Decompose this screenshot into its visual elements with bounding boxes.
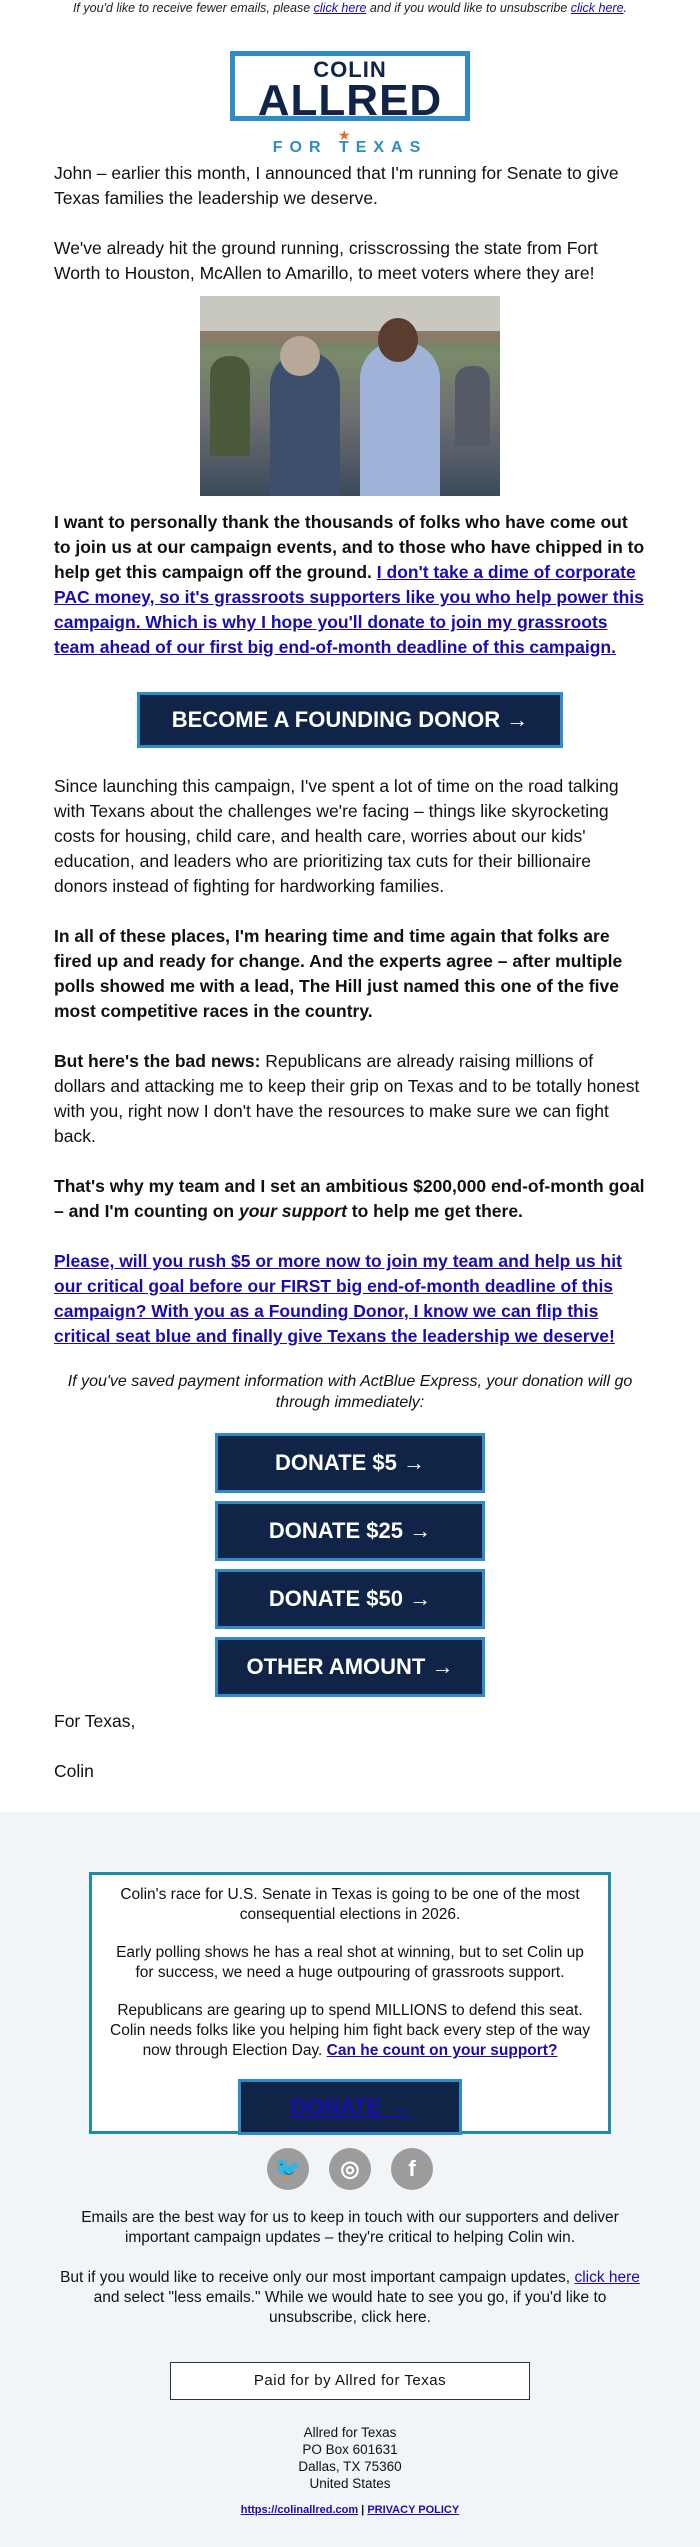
- address-line: Allred for Texas: [303, 2425, 397, 2440]
- paragraph-fired-up: In all of these places, I'm hearing time and time again that folks are fired up and ready for change. And the experts agree – after multiple polls showed me with a lead, The Hill just named this one of the five most competitive races in the country.: [54, 926, 623, 1021]
- footer-appeal-p1: Colin's race for U.S. Senate in Texas is going to be one of the most consequential elections in 2026.: [120, 1886, 580, 1923]
- rush-donate-link[interactable]: Please, will you rush $5 or more now to join my team and help us hit our critical goal before our FIRST big end-of-month deadline of this campaign? With you as a Founding Donor, I know we can flip this critical seat blue and finally give Texans the leadership we deserve!: [54, 1251, 622, 1346]
- paragraph-road: We've already hit the ground running, crisscrossing the state from Fort Worth to Houston, McAllen to Amarillo, to meet voters where they are!: [54, 238, 598, 283]
- paragraph-thanks: [54, 510, 646, 660]
- logo-box: [230, 51, 470, 125]
- photo-background-person: [210, 356, 250, 456]
- photo-background-person: [455, 366, 490, 446]
- link-separator: |: [358, 2504, 368, 2516]
- donate-25-button[interactable]: DONATE $25 →: [215, 1501, 485, 1561]
- fewer-emails-link[interactable]: click here: [313, 1, 367, 15]
- donate-50-button[interactable]: DONATE $50 →: [215, 1569, 485, 1629]
- photo-sky: [200, 296, 500, 336]
- signoff-for-texas: For Texas,: [54, 1711, 136, 1731]
- footer-appeal-box: [89, 1872, 611, 2134]
- unsubscribe-link[interactable]: click here: [570, 1, 624, 15]
- footer-appeal-p2: Early polling shows he has a real shot at winning, but to set Colin up for success, we need a huge outpouring of grassroots support.: [116, 1944, 584, 1981]
- footer-appeal-p3-text: Republicans are gearing up to spend MILLIONS to defend this seat. Colin needs folks like you helping him fight back every step of the way now through Election Day.: [110, 2002, 590, 2059]
- unsubscribe-bar: [0, 0, 700, 21]
- address-line: Dallas, TX 75360: [298, 2459, 402, 2474]
- less-emails-text-a: But if you would like to receive only our most important campaign updates,: [60, 2269, 575, 2286]
- mailing-address: [0, 2424, 700, 2492]
- bad-news-label: But here's the bad news:: [54, 1051, 261, 1071]
- unsub-middle: and if you would like to unsubscribe: [366, 1, 571, 15]
- unsub-prefix: If you'd like to receive fewer emails, please: [72, 1, 314, 15]
- footer-email-note: Emails are the best way for us to keep in touch with our supporters and deliver important campaign updates – they're critical to helping Colin win.: [81, 2209, 619, 2246]
- twitter-icon[interactable]: 🐦: [267, 2148, 309, 2190]
- donate-5-button[interactable]: DONATE $5 →: [215, 1433, 485, 1493]
- less-emails-text-b: and select "less emails." While we would hate to see you go, if you'd like to unsubscribe, click here.: [93, 2289, 607, 2326]
- thanks-text: I want to personally thank the thousands of folks who have come out to join us at our campaign events, and to those who have chipped in to help get this campaign off the ground.: [54, 512, 645, 582]
- facebook-icon[interactable]: f: [391, 2148, 433, 2190]
- goal-text-em: your support: [239, 1201, 347, 1221]
- founding-donor-button[interactable]: BECOME A FOUNDING DONOR →: [137, 692, 563, 748]
- actblue-express-note: If you've saved payment information with ActBlue Express, your donation will go through immediately:: [67, 1373, 633, 1411]
- email-body: [0, 161, 700, 1784]
- email-footer: [0, 1812, 700, 2547]
- instagram-icon[interactable]: ◎: [329, 2148, 371, 2190]
- logo-allred: ALLRED: [257, 76, 443, 125]
- photo-candidate: [360, 341, 440, 496]
- goal-text-b: to help me get there.: [346, 1201, 523, 1221]
- social-links: [0, 2148, 700, 2192]
- address-line: PO Box 601631: [302, 2442, 398, 2457]
- address-line: United States: [309, 2476, 391, 2491]
- footer-links: [0, 2504, 700, 2516]
- footer-appeal-p3: [110, 2001, 590, 2061]
- signoff-name: Colin: [54, 1761, 94, 1781]
- paragraph-bad-news: [54, 1049, 646, 1149]
- goal-text-a: That's why my team and I set an ambitious $200,000 end-of-month goal – and I'm counting on: [54, 1176, 645, 1221]
- logo-colin: COLIN: [313, 57, 387, 82]
- paid-for-disclaimer: Paid for by Allred for Texas: [170, 2362, 530, 2400]
- privacy-policy-link[interactable]: PRIVACY POLICY: [367, 2504, 460, 2516]
- website-link[interactable]: https://colinallred.com: [240, 2504, 359, 2516]
- campaign-logo: [0, 21, 700, 161]
- footer-less-emails: [0, 2268, 700, 2328]
- texas-star-icon: ★: [338, 127, 351, 143]
- count-on-support-link[interactable]: Can he count on your support?: [326, 2042, 558, 2059]
- paragraph-intro: John – earlier this month, I announced that I'm running for Senate to give Texas families the leadership we deserve.: [54, 163, 619, 208]
- paragraph-goal: [54, 1174, 646, 1224]
- bad-news-text: Republicans are already raising millions of dollars and attacking me to keep their grip on Texas and to be totally honest with you, right now I don't have the resources to make sure we can fight back.: [54, 1051, 640, 1146]
- other-amount-button[interactable]: OTHER AMOUNT →: [215, 1637, 485, 1697]
- logo-for-texas: FOR TEXAS: [272, 139, 428, 156]
- campaign-photo: [200, 296, 500, 496]
- photo-roof: [200, 331, 500, 343]
- paragraph-challenges: Since launching this campaign, I've spent a lot of time on the road talking with Texans about the challenges we're facing – things like skyrocketing costs for housing, child care, and health care, worries about our kids' education, and leaders who are prioritizing tax cuts for their billionaire donors instead of fighting for hardworking families.: [54, 776, 619, 896]
- paragraph-rush: [54, 1249, 646, 1349]
- photo-supporter-head: [280, 336, 320, 376]
- donate-inline-link[interactable]: I don't take a dime of corporate PAC money, so it's grassroots supporters like you who help power this campaign. Which is why I hope you'll donate to join my grassroots team ahead of our first big end-of-month deadline of this campaign.: [54, 562, 644, 657]
- footer-donate-button[interactable]: DONATE →: [238, 2079, 462, 2135]
- less-emails-link[interactable]: click here: [574, 2269, 640, 2286]
- photo-candidate-head: [378, 318, 418, 362]
- unsub-suffix: .: [623, 1, 628, 15]
